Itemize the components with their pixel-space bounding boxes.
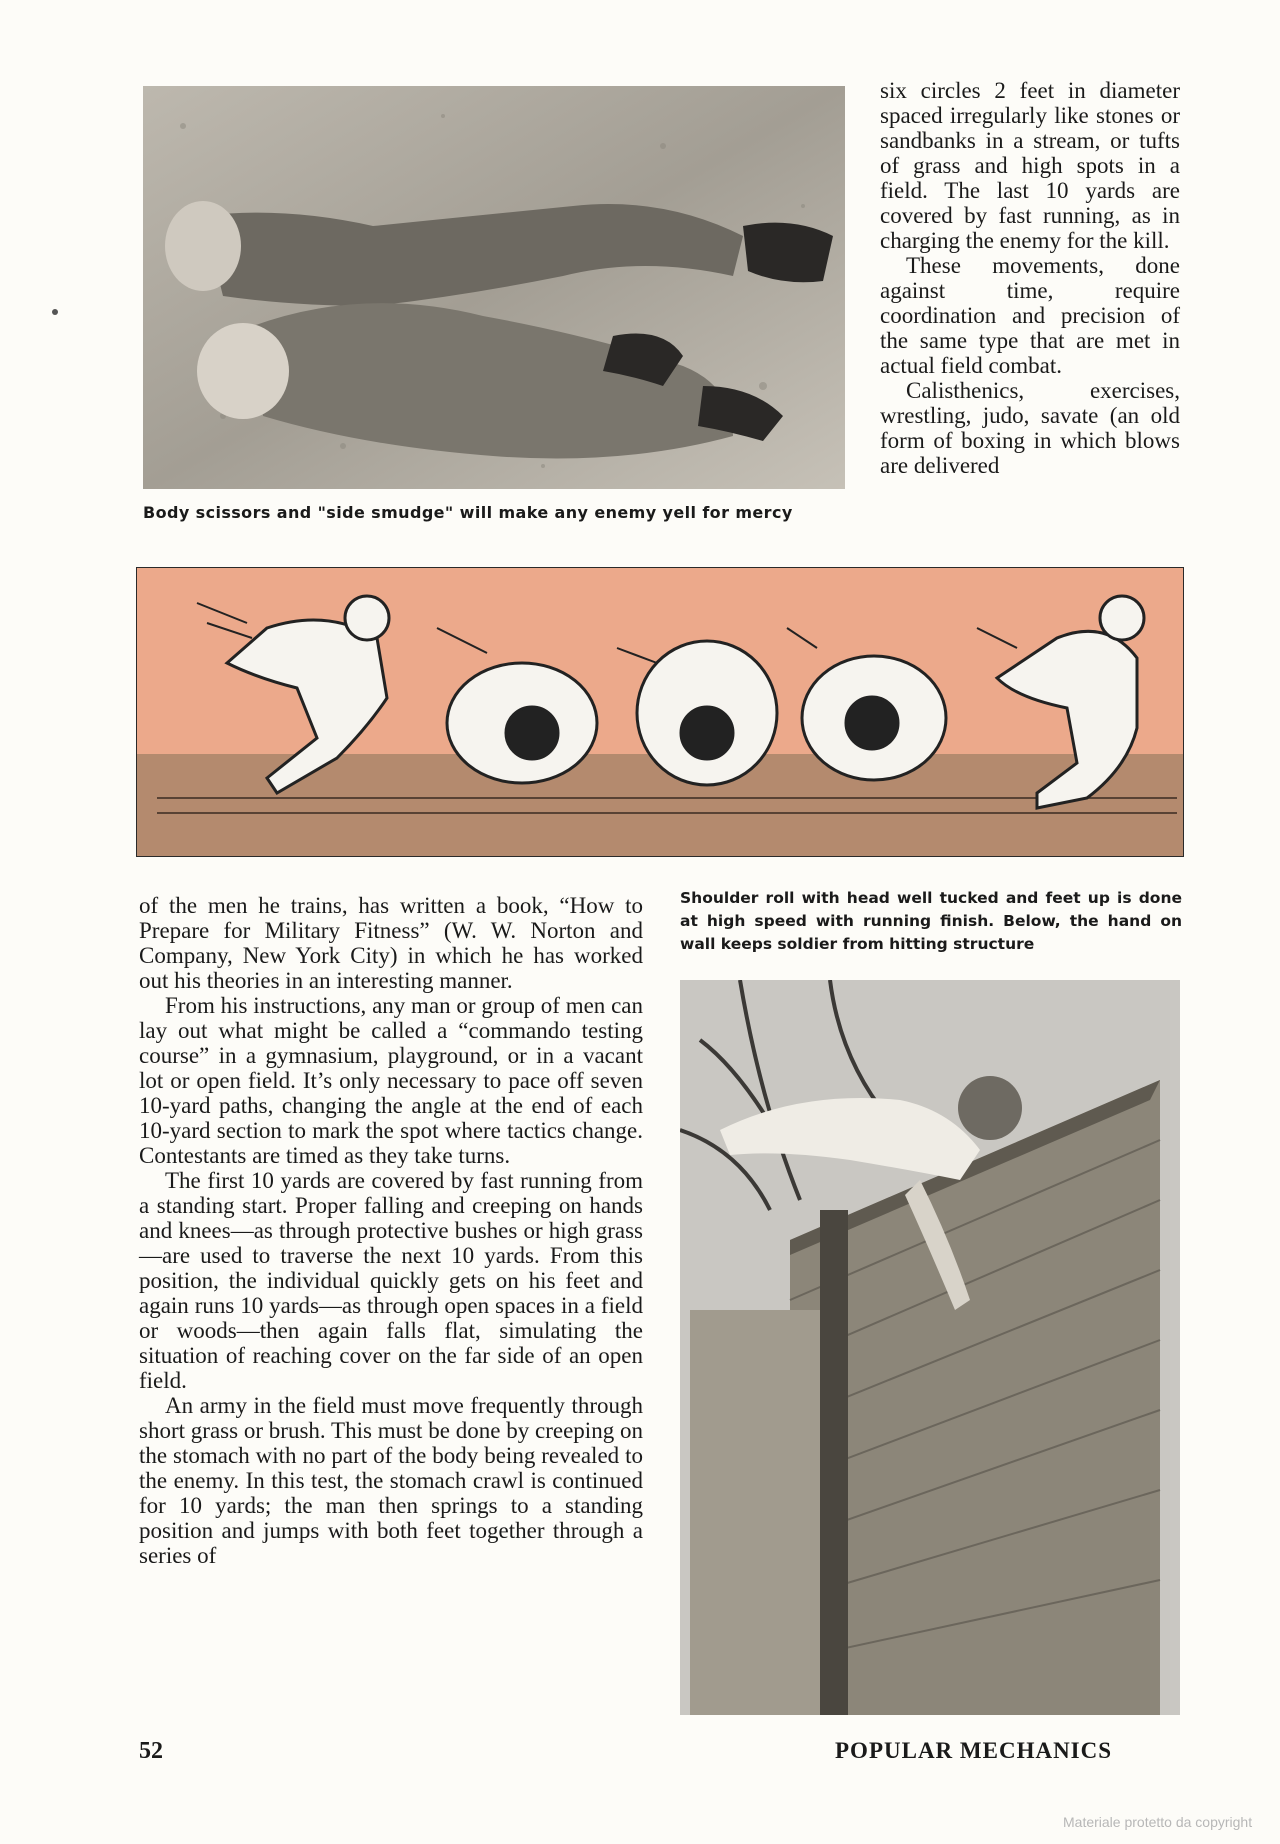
paragraph: From his instructions, any man or group of men can lay out what might be called a “commando testing course” in a gymnasium, playground, or in a vacant lot or open field. It’s only necessary to pace off seven 10-yard paths, changing the angle at the end of each 10-yard section to mark the spot where tactics change. Contestants are timed as they take turns. [139,993,643,1168]
paragraph: These movements, done against time, require coordination and precision of the same type that are met in actual field combat. [880,253,1180,378]
paragraph: An army in the field must move frequently through short grass or brush. This must be done by creeping on the stomach with no part of the body being revealed to the enemy. In this test, the stomach crawl is continued for 10 yards; the man then springs to a standing position and jumps with both feet together through a series of [139,1393,643,1568]
paragraph: Calisthenics, exercises, wrestling, judo, savate (an old form of boxing in which blows are delivered [880,378,1180,478]
shoulder-roll-caption: Shoulder roll with head well tucked and feet up is done at high speed with running finish. Below, the hand on wall keeps soldier from hitting structure [680,889,1182,953]
margin-dot [52,309,58,315]
magazine-title: POPULAR MECHANICS [835,1738,1113,1763]
left-column-bottom-text [139,893,643,1568]
wall-vault-photo [680,980,1180,1715]
wall-vault-photo-art [680,980,1180,1715]
right-column-top-text [880,78,1180,478]
wrestling-photo-art [143,86,845,489]
shoulder-roll-art [137,568,1184,857]
paragraph: The first 10 yards are covered by fast running from a standing start. Proper falling and creeping on hands and knees—as through protective bushes or high grass—are used to traverse the next 10 yards. From this position, the individual quickly gets on his feet and again runs 10 yards—as through open spaces in a field or woods—then again falls flat, simulating the situation of reaching cover on the far side of an open field. [139,1168,643,1393]
copyright-watermark: Materiale protetto da copyright [1063,1814,1253,1830]
paragraph: six circles 2 feet in diameter spaced irregularly like stones or sandbanks in a stream, or tufts of grass and high spots in a field. The last 10 yards are covered by fast running, as in charging the enemy for the kill. [880,78,1180,253]
shoulder-roll-illustration [136,567,1184,857]
wrestling-photo-caption: Body scissors and "side smudge" will make any enemy yell for mercy [143,503,793,522]
wrestling-photo [143,86,845,489]
page-number: 52 [139,1738,163,1764]
paragraph: of the men he trains, has written a book, “How to Prepare for Military Fitness” (W. W. Norton and Company, New York City) in which he has worked out his theories in an interesting manner. [139,893,643,993]
